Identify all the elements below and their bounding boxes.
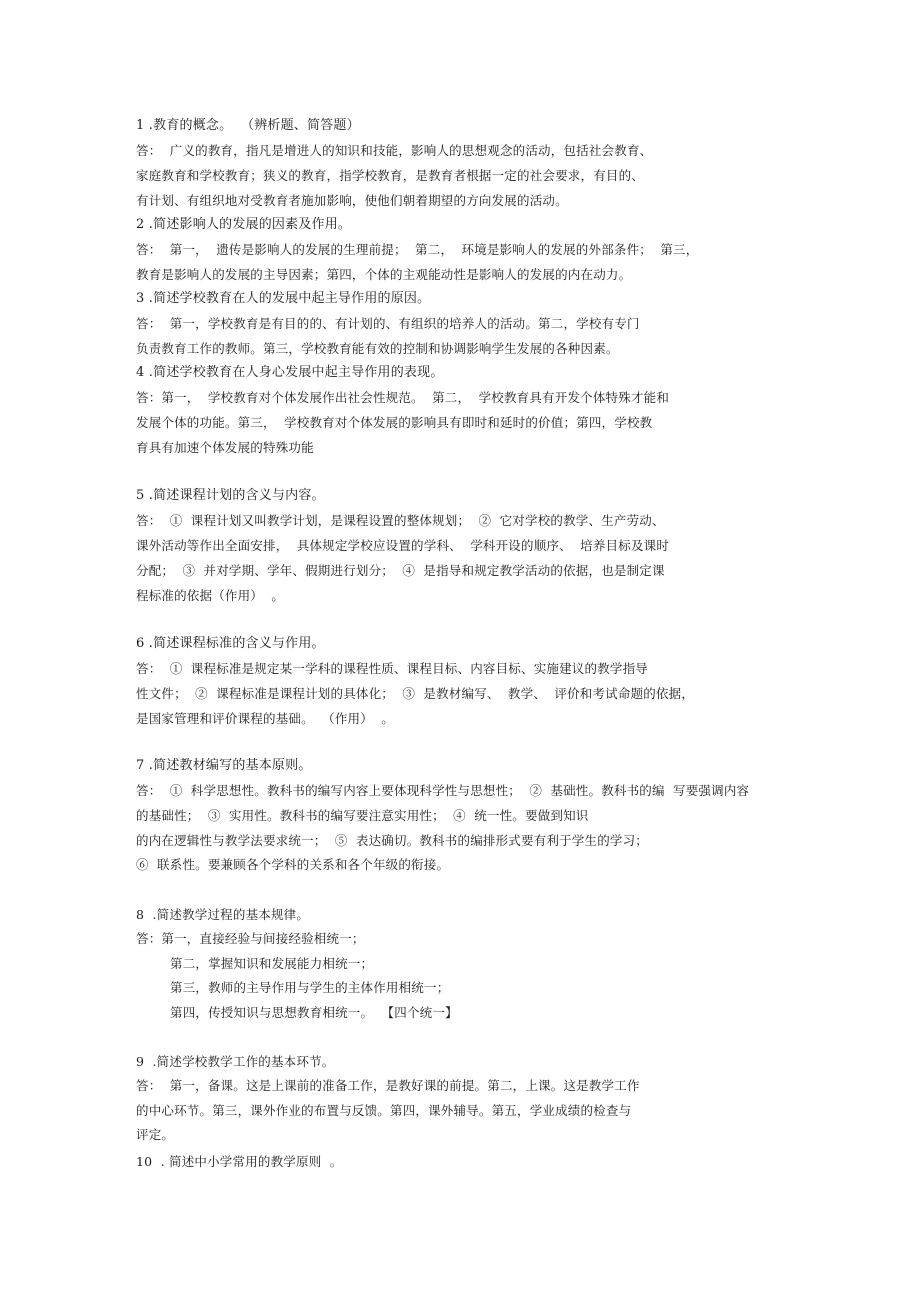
question-7-title: 7 .简述教材编写的基本原则。 <box>136 758 312 773</box>
question-4-title: 4 .简述学校教育在人身心发展中起主导作用的表现。 <box>136 365 444 380</box>
answer-7-line-4: ⑥ 联系性。要兼顾各个学科的关系和各个年级的衔接。 <box>136 857 450 872</box>
answer-3-line-2: 负责教育工作的教师。第三，学校教育能有效的控制和协调影响学生发展的各种因素。 <box>136 341 619 356</box>
answer-1-line-3: 有计划、有组织地对受教育者施加影响，使他们朝着期望的方向发展的活动。 <box>136 193 568 208</box>
answer-6-line-3: 是国家管理和评价课程的基础。 （作用） 。 <box>136 711 394 726</box>
question-6-title: 6 .简述课程标准的含义与作用。 <box>136 636 325 651</box>
question-3-title: 3 .简述学校教育在人的发展中起主导作用的原因。 <box>136 291 431 306</box>
question-2-title: 2 .简述影响人的发展的因素及作用。 <box>136 217 352 232</box>
answer-9-line-3: 评定。 <box>136 1127 175 1142</box>
answer-8-line-2: 第二，掌握知识和发展能力相统一； <box>170 956 374 971</box>
answer-9-line-1: 答： 第一，备课。这是上课前的准备工作，是教好课的前提。第二，上课。这是教学工作 <box>136 1078 640 1093</box>
answer-6-line-1: 答： ① 课程标准是规定某一学科的课程性质、课程目标、内容目标、实施建议的教学指导 <box>136 661 648 676</box>
answer-4-line-2: 发展个体的功能。第三， 学校教育对个体发展的影响具有即时和延时的价值；第四，学校教 <box>136 415 653 430</box>
question-10-title: 10 . 简述中小学常用的教学原则 。 <box>136 1154 343 1169</box>
answer-7-line-2: 的基础性； ③ 实用性。教科书的编写要注意实用性； ④ 统一性。要做到知识 <box>136 808 589 823</box>
question-1-title: 1 .教育的概念。 （辨析题、简答题） <box>136 118 360 133</box>
answer-2-line-1: 答： 第一， 遗传是影响人的发展的生理前提； 第二， 环境是影响人的发展的外部条件； 第三， <box>136 242 699 257</box>
answer-5-line-1: 答： ① 课程计划又叫教学计划，是课程设置的整体规划； ② 它对学校的教学、生产劳动、 <box>136 513 665 528</box>
answer-1-line-2: 家庭教育和学校教育；狭义的教育，指学校教育，是教育者根据一定的社会要求，有目的、 <box>136 168 645 183</box>
answer-9-line-2: 的中心环节。第三，课外作业的布置与反馈。第四，课外辅导。第五，学业成绩的检查与 <box>136 1103 632 1118</box>
question-5-title: 5 .简述课程计划的含义与内容。 <box>136 488 325 503</box>
answer-7-line-1: 答： ① 科学思想性。教科书的编写内容上要体现科学性与思想性； ② 基础性。教科书的编 写要强调内容 <box>136 783 750 798</box>
answer-8-line-1: 答：第一，直接经验与间接经验相统一； <box>136 931 365 946</box>
answer-2-line-2: 教育是影响人的发展的主导因素；第四，个体的主观能动性是影响人的发展的内在动力。 <box>136 267 632 282</box>
answer-4-line-1: 答：第一， 学校教育对个体发展作出社会性规范。 第二， 学校教育具有开发个体特殊才能和 <box>136 390 670 405</box>
answer-8-line-4: 第四，传授知识与思想教育相统一。 【四个统一】 <box>170 1005 458 1020</box>
question-9-title: 9 .简述学校教学工作的基本环节。 <box>136 1054 335 1069</box>
question-8-title: 8 .简述教学过程的基本规律。 <box>136 907 310 922</box>
answer-1-line-1: 答： 广义的教育，指凡是增进人的知识和技能，影响人的思想观念的活动，包括社会教育、 <box>136 143 653 158</box>
answer-3-line-1: 答： 第一，学校教育是有目的的、有计划的、有组织的培养人的活动。第二，学校有专门 <box>136 316 640 331</box>
answer-5-line-2: 课外活动等作出全面安排， 具体规定学校应设置的学科、 学科开设的顺序、 培养目标及课时 <box>136 538 670 553</box>
answer-8-line-3: 第三，教师的主导作用与学生的主体作用相统一； <box>170 980 450 995</box>
answer-5-line-4: 程标准的依据（作用） 。 <box>136 588 285 603</box>
answer-7-line-3: 的内在逻辑性与教学法要求统一； ⑤ 表达确切。教科书的编排形式要有利于学生的学习； <box>136 833 648 848</box>
answer-4-line-3: 育具有加速个体发展的特殊功能 <box>136 440 314 455</box>
answer-5-line-3: 分配； ③ 并对学期、学年、假期进行划分； ④ 是指导和规定教学活动的依据，也是制定课 <box>136 563 665 578</box>
answer-6-line-2: 性文件； ② 课程标准是课程计划的具体化； ③ 是教材编写、 教学、 评价和考试命题的依据， <box>136 686 695 701</box>
